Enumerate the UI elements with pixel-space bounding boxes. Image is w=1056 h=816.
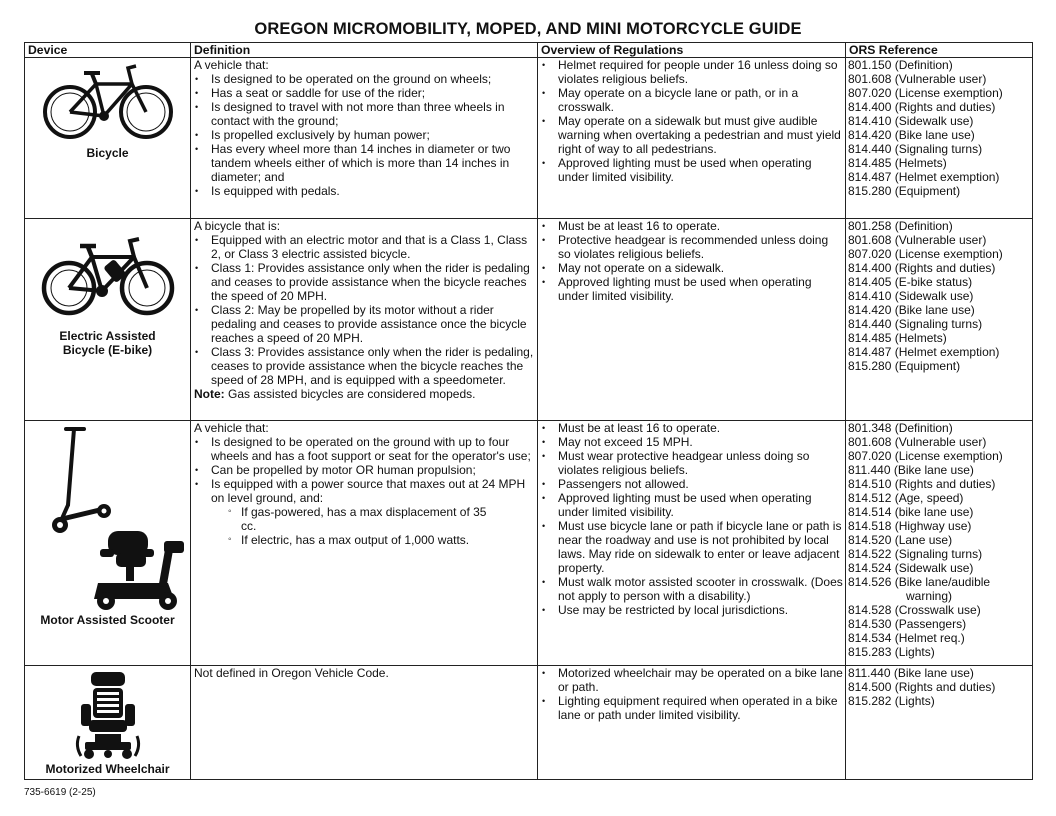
header-regulations: Overview of Regulations (538, 43, 846, 58)
ors-item: 814.524 (Sidewalk use) (848, 561, 974, 575)
ors-item: 807.020 (License exemption) (848, 86, 1003, 100)
regulation-item: • Must use bicycle lane or path if bicycle lane or path is near the roadway and use is not prohibited by local laws. May ride on sidewalk to enter or leave adjacent property. (541, 519, 843, 575)
definition-item: • Is designed to travel with not more than three wheels in contact with the ground; (194, 100, 535, 128)
ors-item: 811.440 (Bike lane use) (848, 463, 974, 477)
regulation-item: • Approved lighting must be used when operating under limited visibility. (541, 275, 843, 303)
device-cell (25, 421, 191, 666)
regulation-item: • May operate on a bicycle lane or path, or in a crosswalk. (541, 86, 843, 114)
table-row (25, 666, 1033, 780)
definition-cell (191, 666, 538, 780)
ors-item: 815.280 (Equipment) (848, 359, 961, 373)
note-text: Gas assisted bicycles are considered mopeds. (224, 387, 476, 401)
regulation-item: • Lighting equipment required when operated in a bike lane or path under limited visibility. (541, 694, 843, 722)
definition-sub-item: ◦ If electric, has a max output of 1,000 watts. (211, 533, 535, 547)
regulation-item: • Motorized wheelchair may be operated on a bike lane or path. (541, 666, 843, 694)
regulations-cell (538, 666, 846, 780)
definition-item: • Class 3: Provides assistance only when the rider is pedaling, ceases to provide assistance when the bicycle reaches the speed of 28 MPH, and is equipped with a speedometer. (194, 345, 535, 387)
regulation-item: • May not exceed 15 MPH. (541, 435, 843, 449)
ors-item: 814.530 (Passengers) (848, 617, 967, 631)
regulation-item: • Must be at least 16 to operate. (541, 421, 843, 435)
ors-item: 814.514 (bike lane use) (848, 505, 974, 519)
ors-item: 814.485 (Helmets) (848, 331, 947, 345)
device-cell (25, 666, 191, 780)
regulation-item: • Must be at least 16 to operate. (541, 219, 843, 233)
wheelchair-icon (73, 670, 143, 760)
regulations-cell (538, 421, 846, 666)
regulation-item: • Must wear protective headgear unless doing so violates religious beliefs. (541, 449, 843, 477)
definition-item: • Is designed to be operated on the ground with up to four wheels and has a foot support or seat for the operator's use; (194, 435, 535, 463)
table-row (25, 421, 1033, 666)
ors-item: 814.440 (Signaling turns) (848, 142, 983, 156)
ors-cell (846, 421, 1033, 666)
ors-item: 814.420 (Bike lane use) (848, 303, 975, 317)
ors-item: 814.528 (Crosswalk use) (848, 603, 981, 617)
ors-item: 815.280 (Equipment) (848, 184, 961, 198)
bicycle-icon (40, 60, 176, 144)
ors-item: 807.020 (License exemption) (848, 449, 1003, 463)
table-row (25, 219, 1033, 421)
ors-item: 814.420 (Bike lane use) (848, 128, 975, 142)
definition-cell (191, 421, 538, 666)
definition-intro: A bicycle that is: (194, 219, 281, 233)
device-cell (25, 219, 191, 421)
definition-item: • Is propelled exclusively by human power; (194, 128, 535, 142)
definition-item (194, 477, 535, 547)
regulation-item: • Helmet required for people under 16 unless doing so violates religious beliefs. (541, 58, 843, 86)
regulation-item: • Use may be restricted by local jurisdictions. (541, 603, 843, 617)
motor-scooter-icon (28, 423, 188, 613)
definition-item: • Is designed to be operated on the ground on wheels; (194, 72, 535, 86)
regulation-item: • May operate on a sidewalk but must give audible warning when overtaking a pedestrian and must yield right of way to all pedestrians. (541, 114, 843, 156)
device-label: Motor Assisted Scooter (40, 613, 175, 627)
table-header-row (25, 43, 1033, 58)
definition-item: • Can be propelled by motor OR human propulsion; (194, 463, 535, 477)
definition-cell (191, 219, 538, 421)
table-row (25, 58, 1033, 219)
ors-item: 814.485 (Helmets) (848, 156, 947, 170)
ors-item: 807.020 (License exemption) (848, 247, 1003, 261)
definition-cell (191, 58, 538, 219)
ors-item: 801.608 (Vulnerable user) (848, 435, 987, 449)
definition-intro: A vehicle that: (194, 58, 269, 72)
definition-item-text: Is equipped with a power source that maxes out at 24 MPH on level ground, and: (211, 477, 526, 505)
ors-item: 814.522 (Signaling turns) (848, 547, 983, 561)
header-definition: Definition (191, 43, 538, 58)
ors-item: 801.348 (Definition) (848, 421, 953, 435)
definition-intro: A vehicle that: (194, 421, 269, 435)
ors-item: 801.150 (Definition) (848, 58, 953, 72)
definition-item: • Class 2: May be propelled by its motor without a rider pedaling and ceases to provide assistance once the bicycle reaches a speed of 20 MPH. (194, 303, 535, 345)
regulation-item: • May not operate on a sidewalk. (541, 261, 843, 275)
ors-item: 814.520 (Lane use) (848, 533, 953, 547)
regulation-item: • Must walk motor assisted scooter in crosswalk. (Does not apply to person with a disability.) (541, 575, 843, 603)
definition-item: • Equipped with an electric motor and that is a Class 1, Class 2, or Class 3 electric assisted bicycle. (194, 233, 535, 261)
ors-item: 814.500 (Rights and duties) (848, 680, 996, 694)
device-cell (25, 58, 191, 219)
e-bike-icon (40, 233, 176, 319)
device-label: Bicycle (86, 146, 129, 160)
definition-sub-item: ◦ If gas-powered, has a max displacement of 35 cc. (211, 505, 535, 533)
ors-item: 814.410 (Sidewalk use) (848, 114, 974, 128)
micromobility-guide-table (24, 42, 1033, 780)
ors-item: 801.608 (Vulnerable user) (848, 233, 987, 247)
regulation-item: • Protective headgear is recommended unless doing so violates religious beliefs. (541, 233, 843, 261)
ors-item: 801.258 (Definition) (848, 219, 953, 233)
ors-item: 814.400 (Rights and duties) (848, 261, 996, 275)
definition-item: • Has every wheel more than 14 inches in diameter or two tandem wheels either of which is more than 14 inches in diameter; and (194, 142, 535, 184)
ors-item: 814.526 (Bike lane/audible warning) (848, 575, 991, 603)
page-title: OREGON MICROMOBILITY, MOPED, AND MINI MOTORCYCLE GUIDE (254, 20, 802, 38)
ors-item: 814.410 (Sidewalk use) (848, 289, 974, 303)
ors-cell (846, 58, 1033, 219)
ors-item: 814.534 (Helmet req.) (848, 631, 965, 645)
regulation-item: • Approved lighting must be used when operating under limited visibility. (541, 491, 843, 519)
regulations-cell (538, 219, 846, 421)
regulation-item: • Approved lighting must be used when operating under limited visibility. (541, 156, 843, 184)
ors-item: 801.608 (Vulnerable user) (848, 72, 987, 86)
definition-text: Not defined in Oregon Vehicle Code. (194, 666, 389, 680)
note-label: Note: (194, 387, 225, 401)
ors-item: 814.510 (Rights and duties) (848, 477, 996, 491)
ors-item: 814.405 (E-bike status) (848, 275, 973, 289)
form-number: 735-6619 (2-25) (24, 787, 96, 798)
ors-item: 814.440 (Signaling turns) (848, 317, 983, 331)
ors-item: 811.440 (Bike lane use) (848, 666, 974, 680)
definition-item: • Has a seat or saddle for use of the rider; (194, 86, 535, 100)
regulations-cell (538, 58, 846, 219)
ors-item: 814.487 (Helmet exemption) (848, 170, 1000, 184)
ors-item: 814.400 (Rights and duties) (848, 100, 996, 114)
ors-item: 814.518 (Highway use) (848, 519, 972, 533)
definition-item: • Class 1: Provides assistance only when the rider is pedaling and ceases to provide assistance when the bicycle reaches the speed of 20 MPH. (194, 261, 535, 303)
definition-note (194, 387, 535, 401)
device-label: Electric Assisted Bicycle (E-bike) (59, 329, 156, 357)
ors-item: 814.487 (Helmet exemption) (848, 345, 1000, 359)
device-label: Motorized Wheelchair (45, 762, 170, 776)
ors-cell (846, 219, 1033, 421)
ors-item: 815.283 (Lights) (848, 645, 935, 659)
definition-item: • Is equipped with pedals. (194, 184, 535, 198)
ors-cell (846, 666, 1033, 780)
ors-item: 815.282 (Lights) (848, 694, 935, 708)
header-ors-reference: ORS Reference (846, 43, 1033, 58)
ors-item: 814.512 (Age, speed) (848, 491, 964, 505)
regulation-item: • Passengers not allowed. (541, 477, 843, 491)
header-device: Device (25, 43, 191, 58)
